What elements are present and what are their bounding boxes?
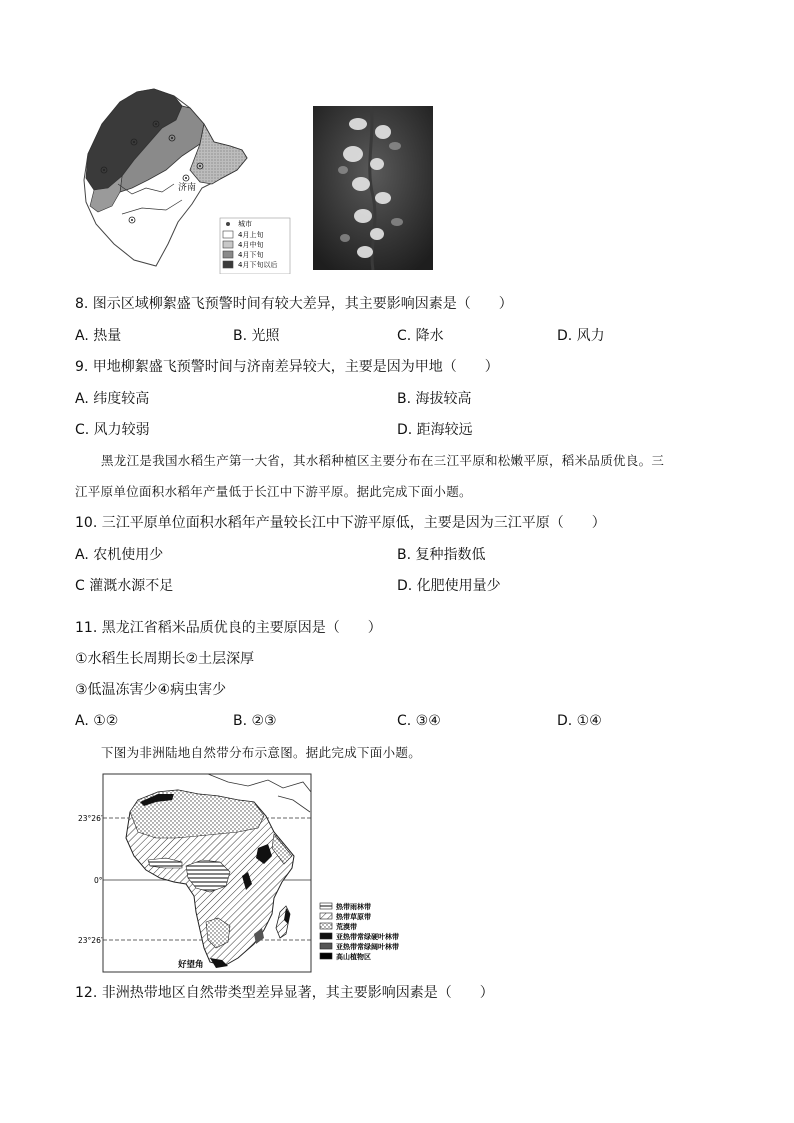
question-11-option-d[interactable]: D. ①④ <box>557 713 602 729</box>
question-10-option-b[interactable]: B. 复种指数低 <box>397 547 486 563</box>
question-8-option-d[interactable]: D. 风力 <box>557 328 605 344</box>
legend-rainforest: 热带雨林带 <box>336 903 371 911</box>
passage-heilongjiang-line-1: 黑龙江是我国水稻生产第一大省，其水稻种植区主要分布在三江平原和松嫩平原，稻米品质优良。三 <box>101 453 665 468</box>
question-11-option-b[interactable]: B. ②③ <box>233 713 277 729</box>
legend-item-2: 4月中旬 <box>238 241 264 249</box>
question-9-stem: 9. 甲地柳絮盛飞预警时间与济南差异较大，主要是因为甲地（ ） <box>75 359 499 375</box>
lat-label-north: 23°26′ <box>78 814 103 823</box>
legend-broadleaf: 亚热带常绿阔叶林带 <box>336 943 399 951</box>
question-10-option-a[interactable]: A. 农机使用少 <box>75 547 164 563</box>
city-label: 济南 <box>178 183 197 193</box>
question-9-option-c[interactable]: C. 风力较弱 <box>75 422 150 438</box>
question-8-stem: 8. 图示区域柳絮盛飞预警时间有较大差异，其主要影响因素是（ ） <box>75 296 513 312</box>
question-10-option-d[interactable]: D. 化肥使用量少 <box>397 578 501 594</box>
legend-city: 城市 <box>238 220 252 228</box>
catkin-photo <box>313 106 433 270</box>
lat-label-south: 23°26′ <box>78 936 103 945</box>
cape-of-good-hope-label: 好望角 <box>178 960 204 970</box>
question-9-option-a[interactable]: A. 纬度较高 <box>75 391 150 407</box>
question-11-option-a[interactable]: A. ①② <box>75 713 119 729</box>
question-9-option-d[interactable]: D. 距海较远 <box>397 422 473 438</box>
legend-item-4: 4月下旬以后 <box>238 261 278 269</box>
legend-item-3: 4月下旬 <box>238 251 264 259</box>
question-8-option-a[interactable]: A. 热量 <box>75 328 122 344</box>
legend-alpine: 高山植物区 <box>336 953 371 961</box>
passage-africa: 下图为非洲陆地自然带分布示意图。据此完成下面小题。 <box>101 745 422 760</box>
catkin-warning-map <box>82 84 292 274</box>
question-8-option-b[interactable]: B. 光照 <box>233 328 280 344</box>
question-11-statements-2: ③低温冻害少④病虫害少 <box>75 682 227 698</box>
question-12-stem: 12. 非洲热带地区自然带类型差异显著，其主要影响因素是（ ） <box>75 985 494 1001</box>
lat-label-equator: 0° <box>94 876 103 885</box>
legend-savanna: 热带草原带 <box>336 913 371 921</box>
question-11-stem: 11. 黑龙江省稻米品质优良的主要原因是（ ） <box>75 620 382 636</box>
legend-sclerophyll: 亚热带常绿硬叶林带 <box>336 933 399 941</box>
question-10-option-c[interactable]: C 灌溉水源不足 <box>75 578 174 594</box>
africa-natural-zones-map <box>78 772 423 974</box>
question-9-option-b[interactable]: B. 海拔较高 <box>397 391 472 407</box>
question-8-option-c[interactable]: C. 降水 <box>397 328 444 344</box>
passage-heilongjiang-line-2: 江平原单位面积水稻年产量低于长江中下游平原。据此完成下面小题。 <box>75 484 472 499</box>
question-11-statements-1: ①水稻生长周期长②土层深厚 <box>75 651 255 667</box>
question-10-stem: 10. 三江平原单位面积水稻年产量较长江中下游平原低，主要是因为三江平原（ ） <box>75 515 606 531</box>
question-11-option-c[interactable]: C. ③④ <box>397 713 441 729</box>
legend-item-1: 4月上旬 <box>238 231 264 239</box>
legend-desert: 荒漠带 <box>336 923 357 931</box>
